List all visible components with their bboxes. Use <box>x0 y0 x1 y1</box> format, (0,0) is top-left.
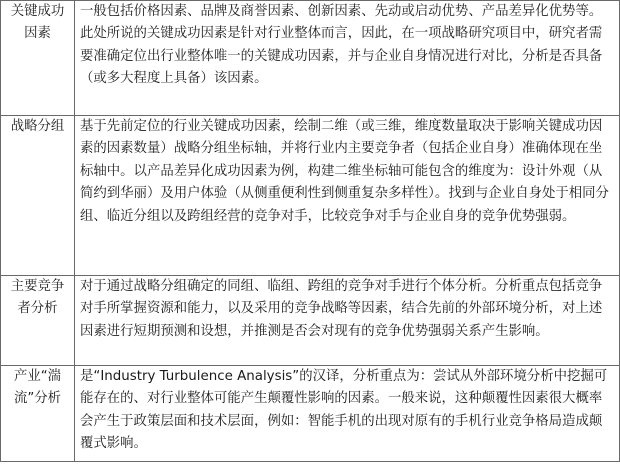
table-row <box>1 1 620 116</box>
table-row <box>1 276 620 366</box>
row-term-cell: 关键成功因素 <box>1 1 75 116</box>
row-term-cell: 战略分组 <box>1 116 75 276</box>
row-description-cell: 一般包括价格因素、品牌及商誉因素、创新因素、先动或启动优势、产品差异化优势等。此处所说的关键成功因素是针对行业整体而言，因此，在一项战略研究项目中，研究者需要准确定位出行业整体唯一的关键成功因素，并与企业自身情况进行对比，分析是否具备（或多大程度上具备）该因素。 <box>75 1 620 116</box>
row-term-cell: 主要竞争者分析 <box>1 276 75 366</box>
table-row <box>1 366 620 462</box>
row-description-cell: 是“Industry Turbulence Analysis”的汉译，分析重点为：尝试从外部环境分析中挖掘可能存在的、对行业整体可能产生颠覆性影响的因素。一般来说，这种颠覆性因素很大概率会产生于政策层面和技术层面，例如：智能手机的出现对原有的手机行业竞争格局造成颠覆式影响。 <box>75 366 620 462</box>
table-row <box>1 116 620 276</box>
row-description-cell: 基于先前定位的行业关键成功因素，绘制二维（或三维，维度数量取决于影响关键成功因素的因素数量）战略分组坐标轴，并将行业内主要竞争者（包括企业自身）准确体现在坐标轴中。以产品差异化成功因素为例，构建二维坐标轴可能包含的维度为：设计外观（从简约到华丽）及用户体验（从侧重便利性到侧重复杂多样性）。找到与企业自身处于相同分组、临近分组以及跨组经营的竞争对手，比较竞争对手与企业自身的竞争优势强弱。 <box>75 116 620 276</box>
row-description-cell: 对于通过战略分组确定的同组、临组、跨组的竞争对手进行个体分析。分析重点包括竞争对手所掌握资源和能力，以及采用的竞争战略等因素，结合先前的外部环境分析，对上述因素进行短期预测和设想，并推测是否会对现有的竞争优势强弱关系产生影响。 <box>75 276 620 366</box>
row-term-cell: 产业“湍流”分析 <box>1 366 75 462</box>
